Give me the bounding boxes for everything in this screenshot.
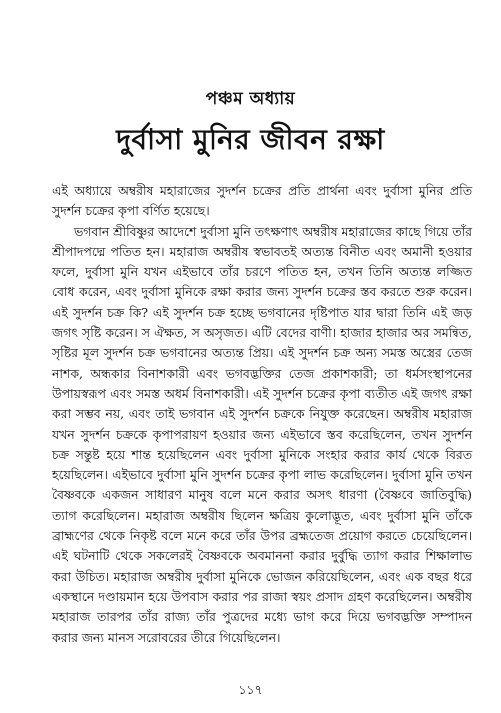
chapter-title: দুর্বাসা মুনির জীবন রক্ষা <box>116 123 385 156</box>
chapter-label: পঞ্চম অধ্যায় <box>205 89 296 109</box>
chapter-main-paragraph: ভগবান শ্রীবিষ্ণুর আদেশে দুর্বাসা মুনি তৎক্ষণাৎ অম্বরীষ মহারাজের কাছে গিয়ে তাঁর শ্রীপাদপদ্মে পতিত হন। মহারাজ অম্বরীষ স্বভাবতই অত্যন্ত বিনীত এবং অমানী হওয়ার ফলে, দুর্বাসা মুনি যখন এইভাবে তাঁর চরণে পতিত হন, তখন তিনি অত্যন্ত লজ্জিত বোধ করেন, এবং দুর্বাসা মুনিকে রক্ষা করার জন্য সুদর্শন চক্রের স্তব করতে শুরু করেন। এই সুদর্শন চক্র কি? এই সুদর্শন চক্র হচ্ছে ভগবানের দৃষ্টিপাত যার দ্বারা তিনি এই জড় জগৎ সৃষ্টি করেন। স ঐক্ষত, স অসৃজত। এটি বেদের বাণী। হাজার হাজার অর সমন্বিত, সৃষ্টির মূল সুদর্শন চক্র ভগবানের অত্যন্ত প্রিয়। এই সুদর্শন চক্র অন্য সমস্ত অস্ত্রের তেজ নাশক, অন্ধকার বিনাশকারী এবং ভগবদ্ভক্তির তেজ প্রকাশকারী; তা ধর্মসংস্থাপনের উপায়স্বরূপ এবং সমস্ত অধর্ম বিনাশকারী। এই সুদর্শন চক্রের কৃপা ব্যতীত এই জগৎ রক্ষা করা সম্ভব নয়, এবং তাই ভগবান এই সুদর্শন চক্রকে নিযুক্ত করেছেন। অম্বরীষ মহারাজ যখন সুদর্শন চক্রকে কৃপাপরায়ণ হওয়ার জন্য এইভাবে স্তব করেছিলেন, তখন সুদর্শন চক্র সন্তুষ্ট হয়ে শান্ত হয়েছিলেন এবং দুর্বাসা মুনিকে সংহার করার কার্য থেকে বিরত হয়েছিলেন। এইভাবে দুর্বাসা মুনি সুদর্শন চক্রের কৃপা লাভ করেছিলেন। দুর্বাসা মুনি তখন বৈষ্ণবকে একজন সাধারণ মানুষ বলে মনে করার অসৎ ধারণা (বৈষ্ণবে জাতিবুদ্ধি) ত্যাগ করেছিলেন। মহারাজ অম্বরীষ ছিলেন ক্ষত্রিয় কুলোদ্ভূত, এবং দুর্বাসা মুনি তাঁকে ব্রাহ্মণের থেকে নিকৃষ্ট বলে মনে করে তাঁর উপর ব্রহ্মতেজ প্রয়োগ করতে চেয়েছিলেন। এই ঘটনাটি থেকে সকলেরই বৈষ্ণবকে অবমাননা করার দুর্বুদ্ধি ত্যাগ করার শিক্ষালাভ করা উচিত। মহারাজ অম্বরীষ দুর্বাসা মুনিকে ভোজন করিয়েছিলেন, এবং এক বছর ধরে একস্থানে দণ্ডায়মান হয়ে উপবাস করার পর রাজা স্বয়ং প্রসাদ গ্রহণ করেছিলেন। অম্বরীষ মহারাজ তারপর তাঁর রাজ্য তাঁর পুত্রদের মধ্যে ভাগ করে দিয়ে ভগবদ্ভক্তি সম্পাদন করার জন্য মানস সরোবরের তীরে গিয়েছিলেন। <box>52 223 472 645</box>
chapter-summary-paragraph: এই অধ্যায়ে অম্বরীষ মহারাজের সুদর্শন চক্রের প্রতি প্রার্থনা এবং দুর্বাসা মুনির প্রতি সুদর্শন চক্রের কৃপা বর্ণিত হয়েছে। <box>52 183 472 219</box>
chapter-body <box>52 181 472 648</box>
page-number: ১১৭ <box>238 682 263 697</box>
